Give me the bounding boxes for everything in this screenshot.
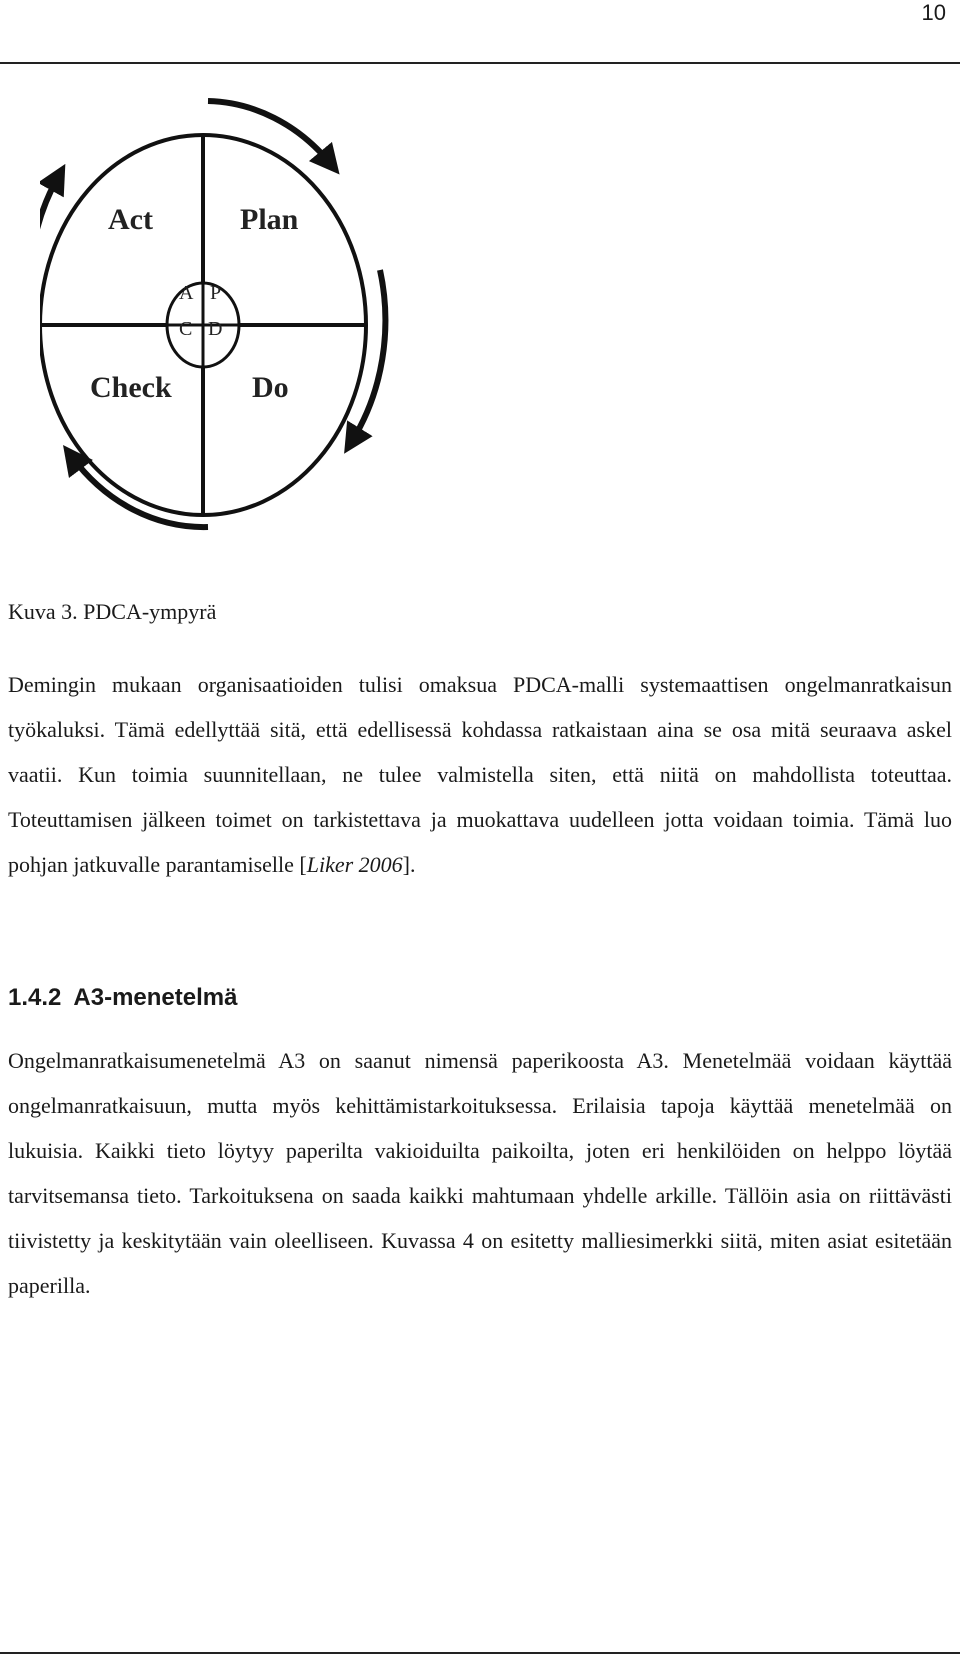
center-label-d: D: [208, 318, 223, 340]
paragraph-1-end: ].: [402, 852, 416, 877]
label-act: Act: [108, 203, 153, 236]
header-rule: [0, 62, 960, 64]
body-paragraph-1: [8, 662, 952, 887]
arrow-bottom-left-icon: [72, 457, 208, 527]
footer-rule: [0, 1652, 960, 1654]
arrow-top-right-icon: [208, 101, 330, 163]
pdca-circle-diagram: [40, 95, 420, 535]
pdca-figure: [40, 95, 420, 535]
center-label-c: C: [179, 318, 193, 340]
body-paragraph-2: Ongelmanratkaisumenetelmä A3 on saanut nimensä paperikoosta A3. Menetelmää voidaan käyttää ongelmanratkaisuun, mutta myös kehittämistarkoituksessa. Erilaisia tapoja käyttää menetelmää on lukuisia. Kaikki tieto löytyy paperilta vakioiduilta paikoilta, joten eri henkilöiden on helppo löytää tarvitsemansa tieto. Tarkoituksena on saada kaikki mahtumaan yhdelle arkille. Tällöin asia on riittävästi tiivistetty ja keskitytään vain oleelliseen. Kuvassa 4 on esitetty malliesimerkki siitä, miten asiat esitetään paperilla.: [8, 1048, 952, 1298]
center-label-a: A: [179, 282, 194, 304]
section-title: A3-menetelmä: [73, 984, 238, 1011]
label-check: Check: [90, 371, 172, 404]
label-plan: Plan: [240, 203, 299, 236]
page-number: 10: [921, 0, 946, 25]
arrow-right-icon: [352, 270, 385, 441]
center-label-p: P: [210, 282, 222, 304]
citation: Liker 2006: [306, 852, 403, 877]
section-heading: [8, 983, 237, 1013]
figure-caption: Kuva 3. PDCA-ympyrä: [8, 599, 217, 624]
section-number: 1.4.2: [8, 984, 62, 1011]
paragraph-1-text: Demingin mukaan organisaatioiden tulisi omaksua PDCA-malli systemaattisen ongelmanratkaisun työkaluksi. Tämä edellyttää sitä, että edellisessä kohdassa ratkaistaan aina se osa mitä seuraava askel vaatii. Kun toimia suunnitellaan, ne tulee valmistella siten, että niitä on mahdollista toteuttaa. Toteuttamisen jälkeen toimet on tarkistettava ja muokattava uudelleen jotta voidaan toimia. Tämä luo pohjan jatkuvalle parantamiselle [: [8, 672, 952, 877]
label-do: Do: [252, 371, 289, 404]
